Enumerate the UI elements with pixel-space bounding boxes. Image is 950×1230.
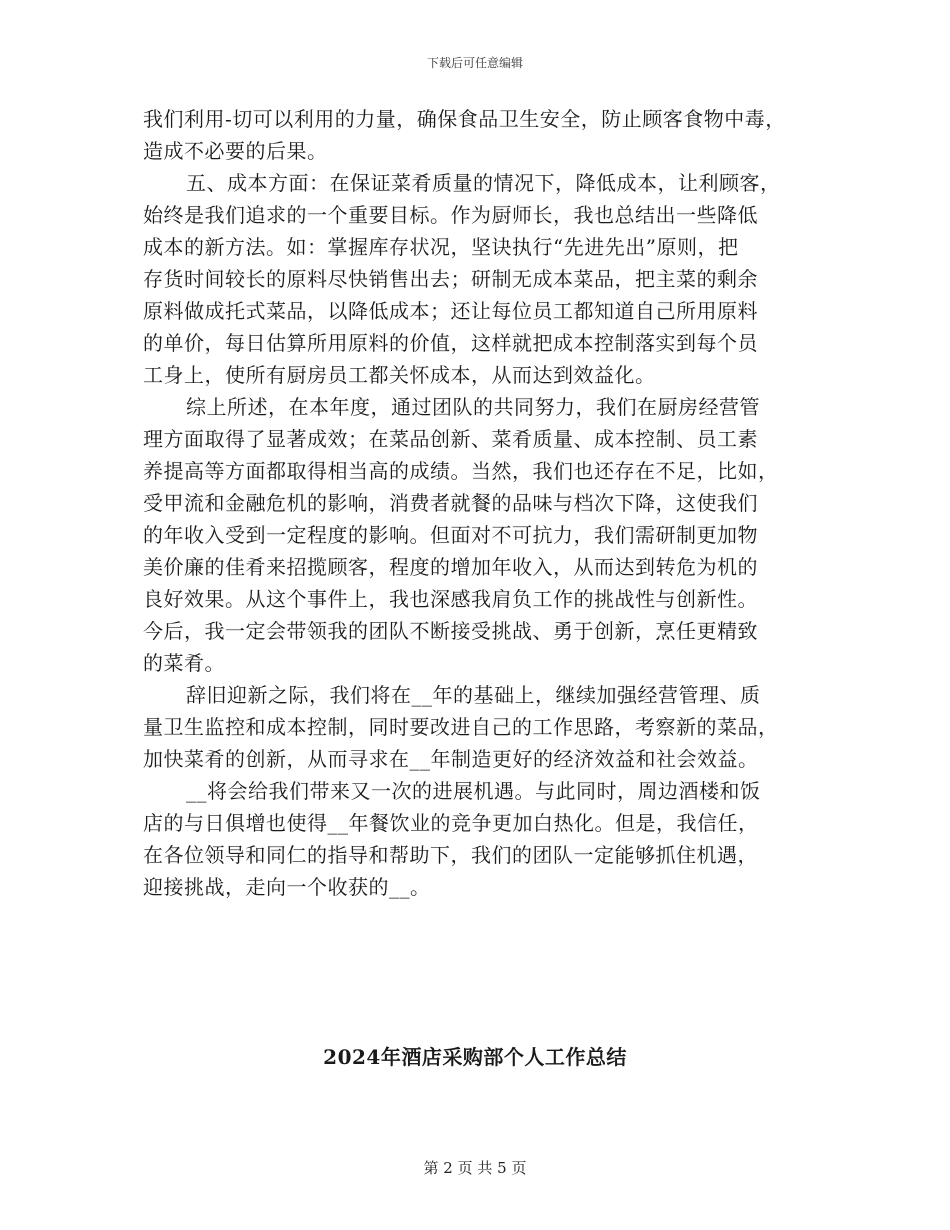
body-line: 我们利用-切可以利用的力量，确保食品卫生安全，防止顾客食物中毒， xyxy=(143,107,786,131)
body-line: 原料做成托式菜品，以降低成本；还让每位员工都知道自己所用原料 xyxy=(143,299,758,323)
body-line: __将会给我们带来又一次的进展机遇。与此同时，周边酒楼和饭 xyxy=(186,779,761,803)
body-line: 美价廉的佳肴来招揽顾客，程度的增加年收入，从而达到转危为机的 xyxy=(143,555,758,579)
body-line: 综上所述，在本年度，通过团队的共同努力，我们在厨房经营管 xyxy=(186,395,760,419)
body-line: 迎接挑战，走向一个收获的__。 xyxy=(143,875,431,899)
body-line: 成本的新方法。如：掌握库存状况，坚诀执行“先进先出”原则，把 xyxy=(143,235,739,259)
body-line: 养提高等方面都取得相当高的成绩。当然，我们也还存在不足，比如， xyxy=(143,459,779,483)
body-line: 量卫生监控和成本控制，同时要改进自己的工作思路，考察新的菜品， xyxy=(143,715,779,739)
body-line: 的年收入受到一定程度的影响。但面对不可抗力，我们需研制更加物 xyxy=(143,523,758,547)
body-line: 今后，我一定会带领我的团队不断接受挑战、勇于创新，烹任更精致 xyxy=(143,619,758,643)
document-body xyxy=(143,103,818,903)
body-line: 的单价，每日估算所用原料的价值，这样就把成本控制落实到每个员 xyxy=(143,331,758,355)
page-header: 下载后可任意编辑 xyxy=(426,56,523,70)
page-footer: 第 2 页 共 5 页 xyxy=(423,1159,527,1177)
body-line: 工身上，使所有厨房员工都关怀成本，从而达到效益化。 xyxy=(143,363,656,387)
body-line: 存货时间较长的原料尽快销售出去；研制无成本菜品，把主菜的剩余 xyxy=(143,267,758,291)
body-line: 在各位领导和同仁的指导和帮助下，我们的团队一定能够抓住机遇， xyxy=(143,843,758,867)
body-line: 造成不必要的后果。 xyxy=(143,139,328,163)
body-line: 店的与日俱增也使得__年餐饮业的竞争更加白热化。但是，我信任， xyxy=(143,811,759,835)
body-line: 加快菜肴的创新，从而寻求在__年制造更好的经济效益和社会效益。 xyxy=(143,747,759,771)
body-line: 始终是我们追求的一个重要目标。作为厨师长，我也总结出一些降低 xyxy=(143,203,758,227)
section-title: 2024年酒店采购部个人工作总结 xyxy=(323,1045,627,1069)
body-line: 辞旧迎新之际，我们将在__年的基础上，继续加强经营管理、质 xyxy=(186,683,761,707)
body-line: 理方面取得了显著成效；在菜品创新、菜肴质量、成本控制、员工素 xyxy=(143,427,758,451)
body-line: 受甲流和金融危机的影响，消费者就餐的品味与档次下降，这使我们 xyxy=(143,491,758,515)
body-line: 五、成本方面：在保证菜肴质量的情况下，降低成本，让利顾客， xyxy=(186,171,781,195)
body-line: 良好效果。从这个事件上，我也深感我肩负工作的挑战性与创新性。 xyxy=(143,587,758,611)
body-line: 的菜肴。 xyxy=(143,651,225,675)
